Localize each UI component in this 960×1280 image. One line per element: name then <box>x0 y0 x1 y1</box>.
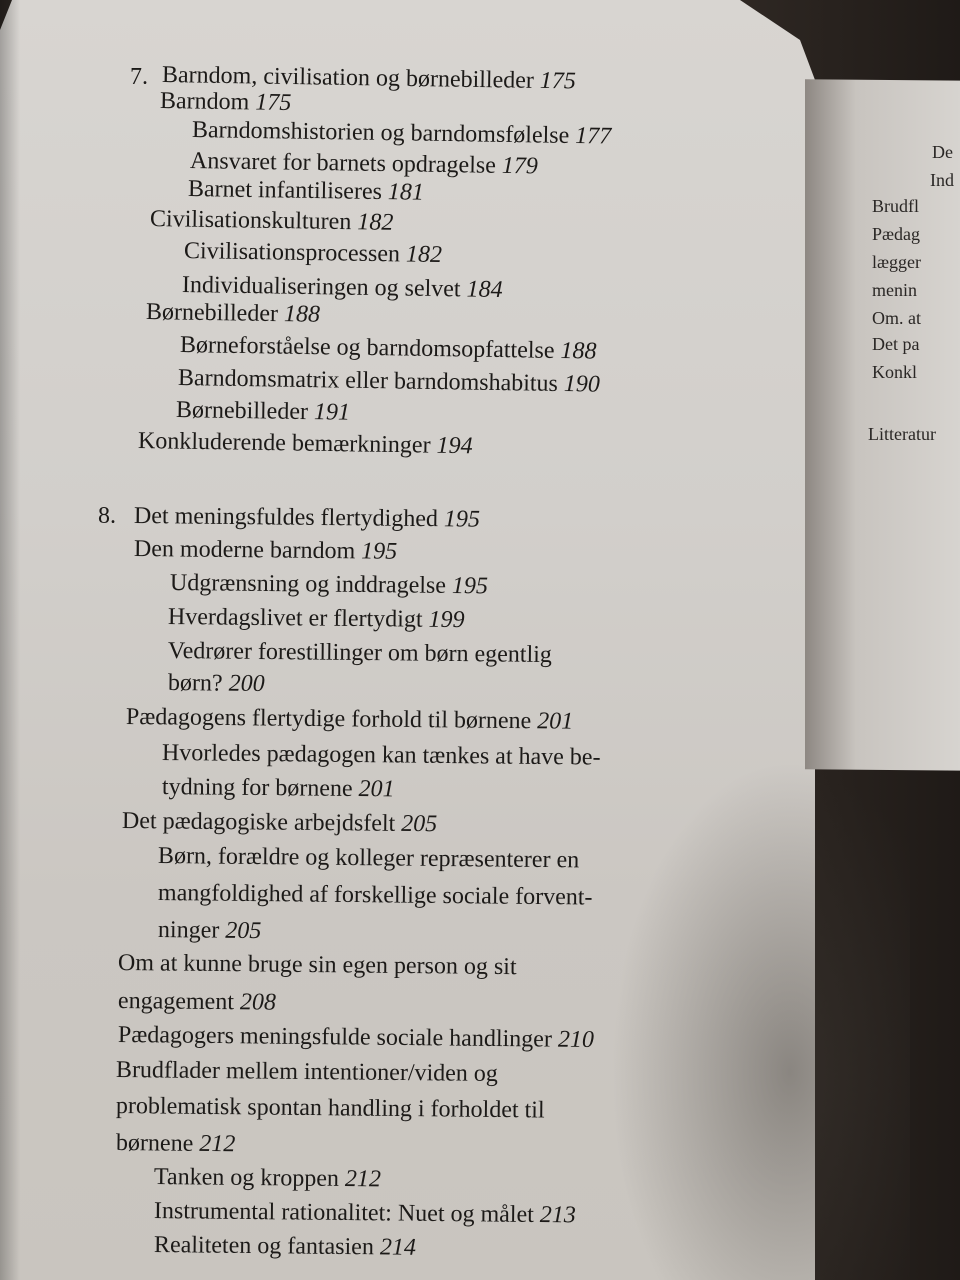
toc-entry-text: Vedrører forestillinger om børn egentlig <box>167 638 553 669</box>
toc-entry-line <box>168 638 552 669</box>
toc-page-number: 212 <box>344 1166 382 1193</box>
toc-entry-text: børn? <box>167 670 223 697</box>
toc-page-number: 195 <box>443 506 481 533</box>
toc-page-number: 175 <box>539 67 577 95</box>
toc-page-number: 181 <box>387 179 425 206</box>
toc-entry-text: Brudflader mellem intentioner/viden og <box>115 1057 499 1087</box>
toc-page-number: 208 <box>239 989 277 1016</box>
toc-entry-text: Det meningsfuldes flertydighed <box>133 503 439 533</box>
toc-page-number: 205 <box>401 810 438 838</box>
toc-entry-text: Barndomsmatrix eller barndomshabitus <box>177 365 559 397</box>
toc-page-number: 201 <box>358 776 395 803</box>
toc-entry-text: Civilisationskulturen <box>149 206 352 236</box>
toc-page-number: 182 <box>357 209 394 236</box>
toc-entry-line <box>116 1093 545 1124</box>
toc-page-number: 201 <box>537 708 574 735</box>
toc-entry-line <box>184 238 442 269</box>
toc-page-number: 188 <box>560 337 597 365</box>
toc-entry-line <box>190 148 538 180</box>
toc-entry-line <box>126 704 574 736</box>
right-page-entry-fragment: menin <box>872 280 917 300</box>
toc-page-number: 184 <box>466 276 503 304</box>
toc-page-number: 188 <box>283 301 321 328</box>
toc-entry-line <box>170 570 488 600</box>
right-page-entry-fragment: Konkl <box>872 362 917 382</box>
toc-page-number: 200 <box>228 670 265 698</box>
toc-entry-line <box>116 1057 498 1088</box>
toc-entry-text: Pædagogers meningsfulde sociale handlinger <box>117 1022 553 1053</box>
toc-entry-text: Om at kunne bruge sin egen person og sit <box>117 950 517 981</box>
toc-page-number: 214 <box>379 1234 417 1261</box>
toc-entry-line <box>150 206 394 237</box>
toc-entry-text: Hverdagslivet er flertydigt <box>167 604 423 633</box>
toc-entry-line <box>138 428 473 460</box>
toc-entry-text: Barnet infantiliseres <box>187 176 383 206</box>
toc-page-number: 195 <box>361 538 398 565</box>
toc-page-number: 179 <box>501 152 539 180</box>
toc-entry-text: Udgrænsning og inddragelse <box>169 570 447 599</box>
right-page-entry-fragment: lægger <box>872 252 921 272</box>
toc-entry-line <box>134 536 398 566</box>
toc-entry-text: Hvorledes pædagogen kan tænkes at have be- <box>161 740 601 771</box>
toc-entry-text: Det pædagogiske arbejdsfelt <box>121 808 396 837</box>
toc-entry-line <box>158 917 262 945</box>
right-page-entry-fragment: Pædag <box>872 224 921 244</box>
toc-entry-text: Civilisationsprocessen <box>183 238 401 268</box>
toc-entry-text: engagement <box>117 988 235 1016</box>
toc-entry-line <box>154 1198 576 1229</box>
toc-entry-text: Børn, forældre og kolleger repræsenterer en <box>157 843 580 874</box>
toc-page-number: 182 <box>405 241 443 269</box>
toc-page-number: 191 <box>313 399 351 426</box>
toc-entry-line <box>118 1022 594 1054</box>
toc-entry-line <box>162 774 395 803</box>
right-page-entry-fragment: De <box>932 142 953 162</box>
toc-entry-text: Konkluderende bemærkninger <box>137 428 431 459</box>
toc-page-number: 190 <box>563 371 601 398</box>
toc-entry-text: tydning for børnene <box>161 774 353 802</box>
right-page-entry-fragment: Om. at <box>872 308 921 328</box>
toc-page-number: 213 <box>539 1202 577 1229</box>
toc-entry-line <box>158 880 593 912</box>
chapter-number: 8. <box>98 503 116 529</box>
toc-entry-text: Den moderne barndom <box>133 536 356 565</box>
toc-entry-text: problematisk spontan handling i forholdet til <box>115 1093 545 1124</box>
toc-page-number: 195 <box>451 572 489 600</box>
toc-entry-text: Børnebilleder <box>175 397 309 426</box>
toc-entry-line <box>160 88 292 117</box>
toc-entry-text: Tanken og kroppen <box>153 1164 340 1192</box>
toc-entry-line <box>122 808 438 838</box>
toc-entry-text: Barndom, civilisation og børnebilleder <box>161 62 535 94</box>
right-page-entry-fragment: Litteratur <box>868 424 936 444</box>
toc-page-number: 199 <box>428 606 465 634</box>
right-page-entry-fragment: Ind <box>930 170 954 190</box>
toc-entry-line <box>154 1232 416 1262</box>
page-edge-shadow <box>0 0 20 1280</box>
toc-entry-text: børnene <box>115 1130 194 1157</box>
toc-entry-line <box>168 670 265 698</box>
right-page-entry-fragment: Det pa <box>872 334 920 354</box>
toc-entry-line <box>158 843 579 874</box>
toc-entry-text: Individualiseringen og selvet <box>181 272 461 303</box>
toc-entry-text: Instrumental rationalitet: Nuet og målet <box>153 1198 535 1228</box>
right-page-entry-fragment: Brudfl <box>872 196 919 216</box>
toc-entry-text: ninger <box>157 917 220 944</box>
toc-entry-text: Børnebilleder <box>145 299 279 328</box>
toc-page-number: 194 <box>436 432 473 460</box>
toc-entry-text: Ansvaret for barnets opdragelse <box>189 148 497 179</box>
toc-entry-text: mangfoldighed af forskellige sociale forvent- <box>157 880 593 911</box>
toc-page-number: 212 <box>199 1130 236 1158</box>
toc-page-number: 210 <box>557 1026 595 1053</box>
toc-entry-line <box>118 988 276 1017</box>
toc-page-number: 175 <box>255 89 292 117</box>
toc-entry-line <box>118 950 517 981</box>
toc-entry-line <box>116 1130 236 1158</box>
chapter-number: 7. <box>130 64 148 90</box>
toc-entry-text: Barndom <box>159 88 250 116</box>
toc-entry-text: Realiteten og fantasien <box>153 1232 375 1261</box>
toc-entry-line <box>182 272 503 304</box>
toc-entry-line <box>176 397 350 427</box>
toc-entry-line <box>188 176 424 207</box>
toc-entry-line <box>168 604 465 634</box>
toc-entry-line <box>146 299 320 329</box>
toc-entry-line <box>154 1164 381 1193</box>
toc-entry-text: Børneforståelse og barndomsopfattelse <box>179 332 555 364</box>
toc-entry-text: Barndomshistorien og barndomsfølelse <box>191 117 570 149</box>
toc-page-number: 205 <box>225 917 262 945</box>
toc-entry-text: Pædagogens flertydige forhold til børnene <box>125 704 532 735</box>
hand-shadow <box>610 760 910 1280</box>
toc-entry-line <box>162 740 601 772</box>
toc-page-number: 177 <box>575 123 612 150</box>
toc-entry-line <box>134 503 480 534</box>
